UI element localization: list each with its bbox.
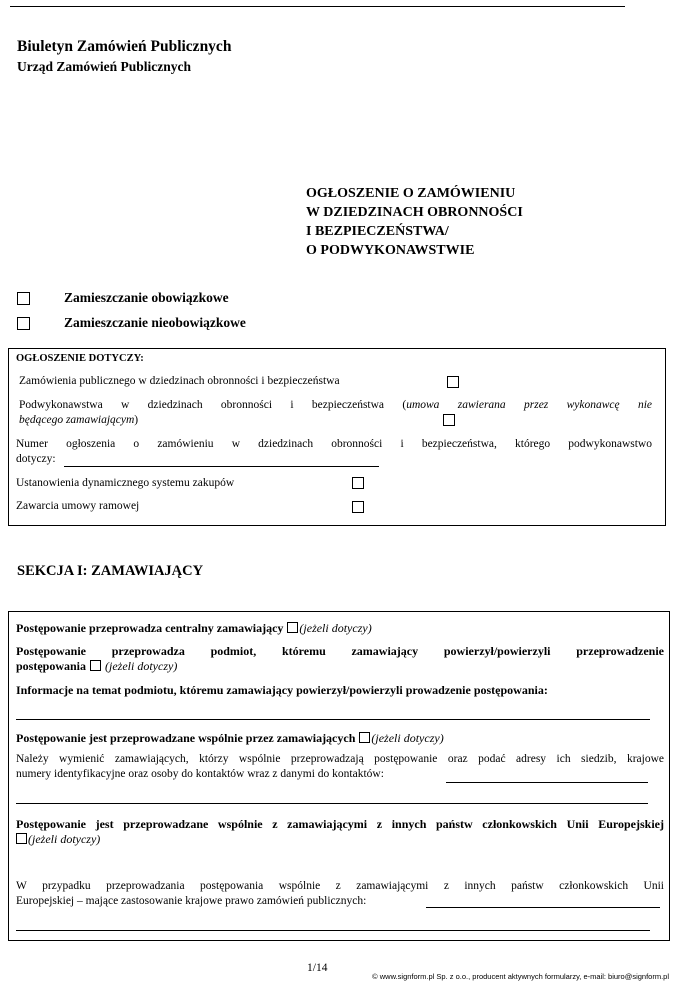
- publication-name: Biuletyn Zamówień Publicznych: [17, 38, 232, 55]
- eu-joint-row: [16, 832, 100, 847]
- entity-checkbox[interactable]: [90, 660, 101, 671]
- concerns-heading: OGŁOSZENIE DOTYCZY:: [16, 353, 144, 364]
- subcontract-italic-text: będącego zamawiającym: [19, 414, 135, 426]
- concerns-framework-checkbox[interactable]: [352, 501, 364, 513]
- subcontract-text: Podwykonawstwa w dziedzinach obronności i bezpieczeństwa (: [19, 399, 407, 411]
- joint-info-field[interactable]: [446, 782, 648, 783]
- concerns-dps-checkbox[interactable]: [352, 477, 364, 489]
- concerns-public-contract-checkbox[interactable]: [447, 376, 459, 388]
- eu-info-label-cont: Europejskiej – mające zastosowanie krajowe prawo zamówień publicznych:: [16, 895, 367, 907]
- optional-checkbox[interactable]: [17, 317, 30, 330]
- eu-law-field-line2[interactable]: [16, 930, 650, 931]
- title-line: O PODWYKONAWSTWIE: [306, 243, 475, 258]
- concerns-notice-number-label: Numer ogłoszenia o zamówieniu w dziedzinach obronności i bezpieczeństwa, którego podwykonawstwo: [16, 438, 652, 450]
- concerns-subcontract-label: [19, 399, 652, 411]
- joint-label: Postępowanie jest przeprowadzane wspólnie przez zamawiających: [16, 731, 356, 745]
- joint-info-field-line2[interactable]: [16, 803, 648, 804]
- joint-row: [16, 731, 444, 746]
- document-title: [306, 184, 523, 260]
- joint-checkbox[interactable]: [359, 732, 370, 743]
- entity-info-label: Informacje na temat podmiotu, któremu zamawiający powierzył/powierzyli prowadzenie postępowania:: [16, 683, 548, 697]
- joint-info-label-cont: numery identyfikacyjne oraz osoby do kontaktów wraz z danymi do kontaktów:: [16, 768, 384, 780]
- entity-label-cont: postępowania: [16, 659, 87, 673]
- concerns-framework-label: Zawarcia umowy ramowej: [16, 500, 140, 512]
- eu-joint-label: Postępowanie jest przeprowadzane wspólnie z zamawiającymi z innych państw członkowskich Unii Europejskiej: [16, 817, 664, 831]
- if-applicable-note: (jeżeli dotyczy): [371, 731, 444, 745]
- concerns-public-contract-label: Zamówienia publicznego w dziedzinach obronności i bezpieczeństwa: [19, 375, 340, 387]
- eu-law-field[interactable]: [426, 907, 660, 908]
- concerns-notice-number-label-cont: dotyczy:: [16, 453, 56, 465]
- entity-row: [16, 659, 177, 674]
- page-number: 1/14: [307, 962, 328, 974]
- entity-label: Postępowanie przeprowadza podmiot, któremu zamawiający powierzył/powierzyli przeprowadzenie: [16, 644, 664, 658]
- title-line: OGŁOSZENIE O ZAMÓWIENIU: [306, 186, 516, 201]
- notice-number-field[interactable]: [64, 466, 379, 467]
- mandatory-checkbox[interactable]: [17, 292, 30, 305]
- if-applicable-note: (jeżeli dotyczy): [299, 621, 372, 635]
- title-line: I BEZPIECZEŃSTWA/: [306, 224, 449, 239]
- subcontract-text: ): [134, 414, 139, 426]
- if-applicable-note: (jeżeli dotyczy): [28, 832, 101, 846]
- entity-info-field[interactable]: [16, 719, 650, 720]
- optional-label: Zamieszczanie nieobowiązkowe: [64, 315, 246, 330]
- central-authority-label: Postępowanie przeprowadza centralny zamawiający: [16, 621, 284, 635]
- concerns-subcontract-checkbox[interactable]: [443, 414, 455, 426]
- footer-credit: © www.signform.pl Sp. z o.o., producent aktywnych formularzy, e-mail: biuro@signform.pl: [372, 972, 669, 981]
- joint-info-label: Należy wymienić zamawiających, którzy wspólnie przeprowadzają postępowanie oraz podać adresy ich siedzib, krajowe: [16, 753, 664, 765]
- central-authority-checkbox[interactable]: [287, 622, 298, 633]
- mandatory-label: Zamieszczanie obowiązkowe: [64, 290, 229, 305]
- eu-joint-checkbox[interactable]: [16, 833, 27, 844]
- section-1-heading: SEKCJA I: ZAMAWIAJĄCY: [17, 563, 204, 579]
- top-rule: [10, 6, 625, 7]
- central-authority-row: [16, 621, 372, 636]
- publisher-name: Urząd Zamówień Publicznych: [17, 59, 191, 74]
- title-line: W DZIEDZINACH OBRONNOŚCI: [306, 205, 523, 220]
- concerns-subcontract-label-cont: [19, 414, 138, 426]
- eu-info-label: W przypadku przeprowadzania postępowania wspólnie z zamawiającymi z innych państw członkowskich Unii: [16, 880, 664, 892]
- if-applicable-note: (jeżeli dotyczy): [105, 659, 178, 673]
- subcontract-italic-text: umowa zawierana przez wykonawcę nie: [406, 399, 653, 411]
- concerns-dps-label: Ustanowienia dynamicznego systemu zakupów: [16, 477, 235, 489]
